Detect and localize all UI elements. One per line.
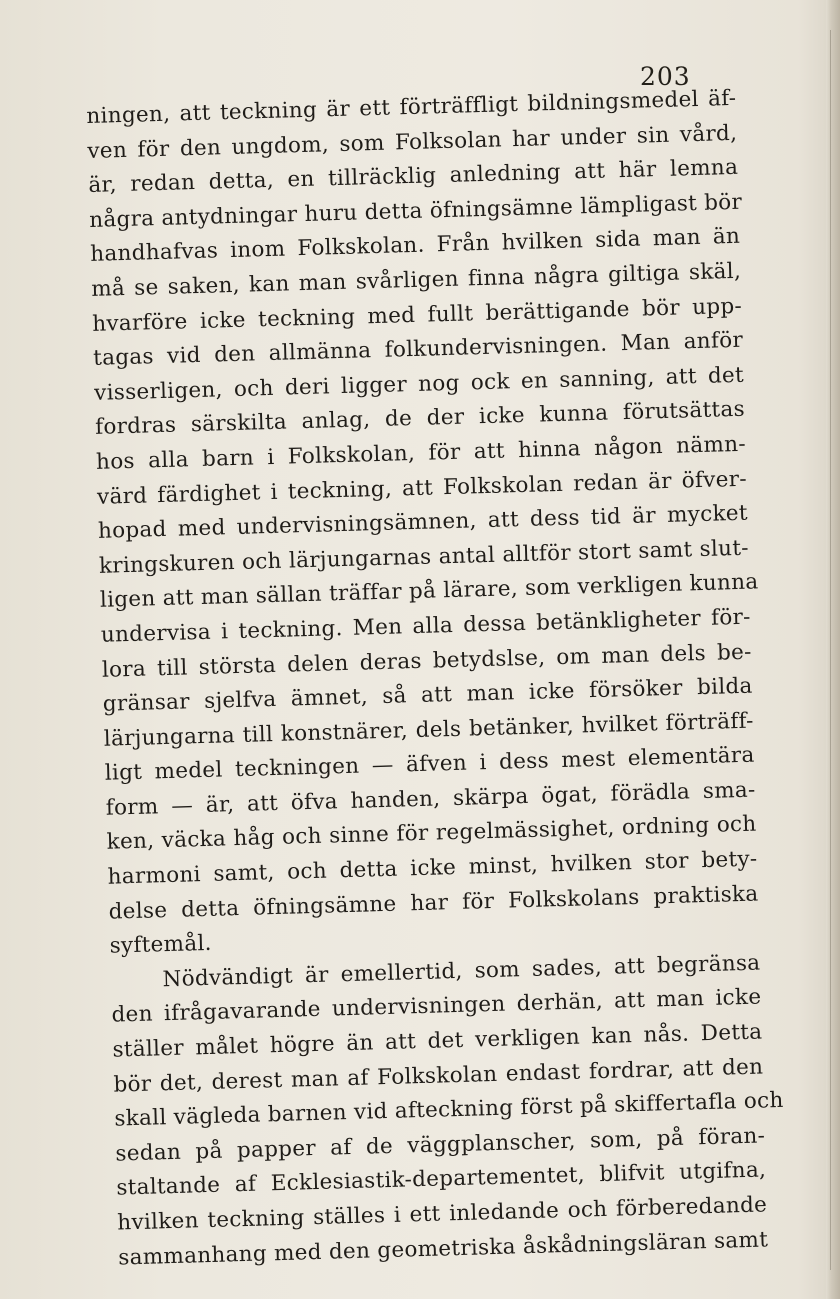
text-line: delse detta öfningsämne har för Folkskolans praktiska [108, 881, 759, 925]
text-line: skall vägleda barnen vid afteckning först på skiffertafla och [114, 1088, 784, 1132]
text-line: några antydningar huru detta öfningsämne lämpligast bör [89, 189, 743, 233]
text-line: lora till största delen deras betydslse, om man dels be- [101, 639, 753, 683]
text-line: sammanhang med den geometriska åskådningsläran samt [117, 1226, 769, 1271]
text-line: ställer målet högre än att det verkligen kan nås. Detta [112, 1019, 763, 1063]
text-line: tagas vid den allmänna folkundervisningen. Man anför [92, 327, 744, 372]
text-line: syftemål. [109, 931, 213, 959]
body-text [86, 82, 784, 1276]
text-line: staltande af Ecklesiastik-departementet, blifvit utgifna, [116, 1157, 767, 1201]
text-line: hos alla barn i Folkskolan, för att hinna någon nämn- [95, 431, 747, 475]
page-number: 203 [640, 62, 691, 91]
text-line: ningen, att teckning är ett förträffligt bildningsmedel äf- [86, 85, 737, 129]
text-line: kringskuren och lärjungarnas antal alltför stort samt slut- [98, 535, 750, 579]
page-edge [826, 0, 840, 1299]
text-line: harmoni samt, och detta icke minst, hvilken stor bety- [107, 846, 758, 890]
text-line: fordras särskilta anlag, de der icke kunna förutsättas [94, 397, 746, 441]
text-line: ven för den ungdom, som Folksolan har under sin vård, [87, 120, 738, 164]
text-line: hopad med undervisningsämnen, att dess tid är mycket [97, 500, 749, 544]
text-line: hvilken teckning ställes i ett inledande och förberedande [117, 1192, 768, 1236]
text-line: den ifrågavarande undervisningen derhän, att man icke [111, 984, 762, 1029]
text-line: ken, väcka håg och sinne för regelmässighet, ordning och [106, 812, 757, 856]
text-line: handhafvas inom Folkskolan. Från hvilken sida man än [89, 224, 741, 268]
text-line: form — är, att öfva handen, skärpa ögat, förädla sma- [105, 777, 756, 821]
text-line: ligen att man sällan träffar på lärare, som verkligen kunna [99, 569, 759, 614]
text-line: undervisa i teckning. Men alla dessa betänkligheter för- [100, 604, 752, 648]
text-line: visserligen, och deri ligger nog ock en sanning, att det [93, 362, 745, 406]
text-line: bör det, derest man af Folkskolan endast fordrar, att den [113, 1054, 764, 1098]
text-line: är, redan detta, en tillräcklig anledning att här lemna [88, 155, 739, 199]
text-line: sedan på papper af de väggplanscher, som, på föran- [115, 1123, 766, 1167]
text-line: lärjungarna till konstnärer, dels betänker, hvilket förträff- [103, 708, 754, 752]
text-line: Nödvändigt är emellertid, som sades, att begränsa [162, 950, 761, 993]
text-line: gränsar sjelfva ämnet, så att man icke försöker bilda [102, 673, 753, 717]
text-line: värd färdighet i teckning, att Folkskolan redan är öfver- [96, 466, 748, 510]
text-line: hvarföre icke teckning med fullt berättigande bör upp- [91, 293, 743, 337]
text-line: må se saken, kan man svårligen finna några giltiga skäl, [90, 258, 742, 302]
text-line: ligt medel teckningen — äfven i dess mest elementära [104, 742, 755, 787]
